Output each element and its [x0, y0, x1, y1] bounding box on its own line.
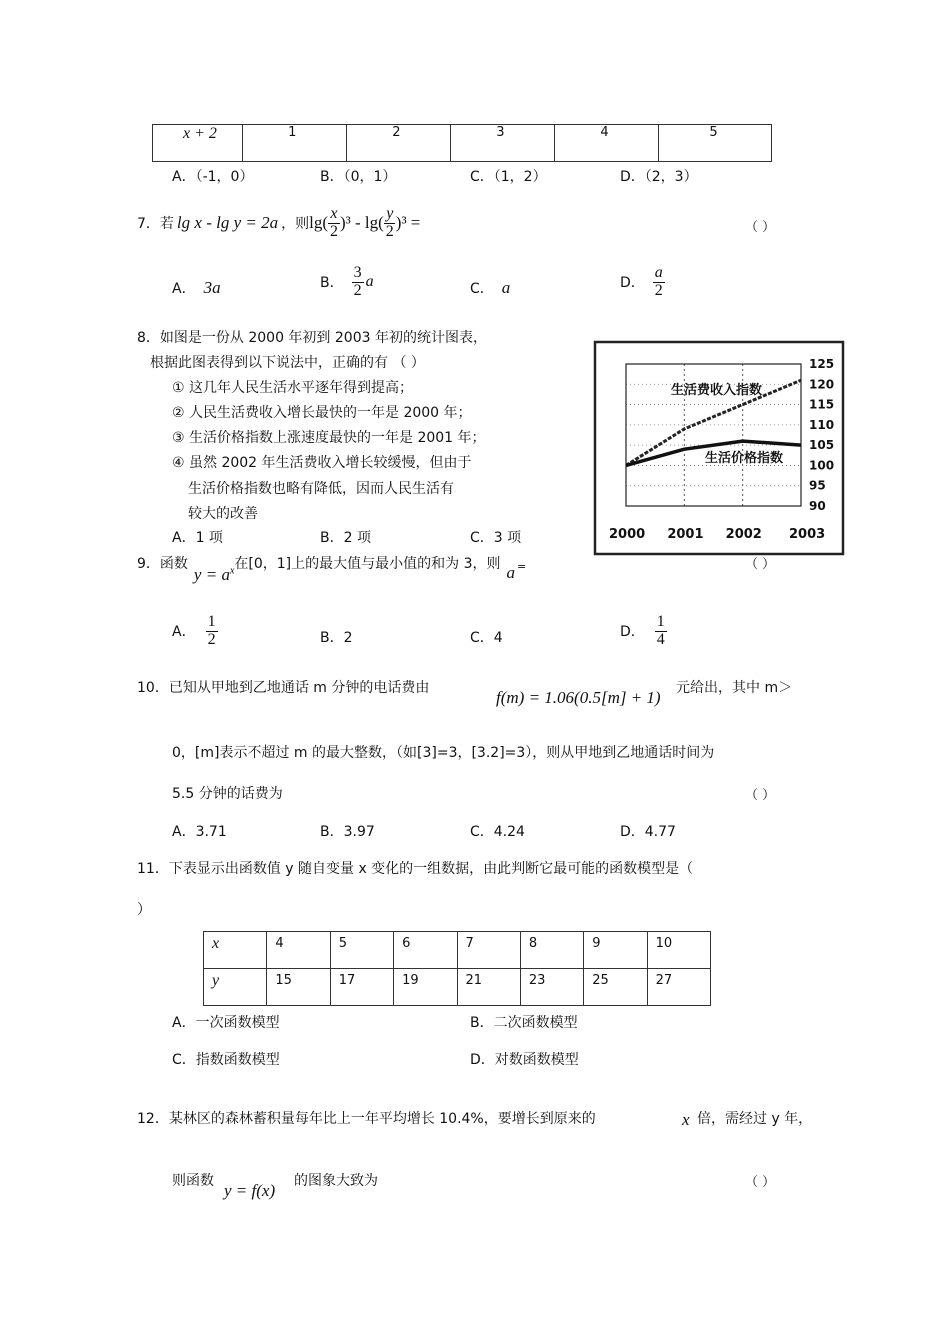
q7-stem	[137, 206, 420, 241]
q6-table	[152, 124, 772, 162]
q9-option-a: A． $\frac{1}{2}$	[172, 613, 216, 648]
q9-stem	[137, 553, 527, 584]
q12-xvar: x	[682, 1110, 690, 1129]
q7-expr-b: )³ - lg(	[339, 213, 384, 233]
q10-option-c: C．4.24	[470, 824, 525, 840]
q6-option-d: D．（2，3）	[620, 169, 698, 185]
q7-text-b: ，则	[281, 216, 310, 233]
q11-cell: 8	[520, 932, 583, 969]
q8-option-a: A．1 项	[172, 530, 223, 546]
q11-cell: 7	[457, 932, 520, 969]
q10-option-b: B．3.97	[320, 824, 375, 840]
q10-formula: f(m) = 1.06(0.5[m] + 1)	[496, 688, 661, 707]
q11-option-c: C．指数函数模型	[172, 1052, 280, 1068]
q11-option-b: B．二次函数模型	[470, 1015, 578, 1031]
q6-cell: 3	[451, 125, 555, 162]
q6-option-a: A．（-1，0）	[172, 169, 254, 185]
q11-cell: 19	[394, 969, 457, 1006]
x-tick-label: 2001	[667, 527, 704, 542]
y-tick-label: 95	[809, 478, 826, 493]
q8-line1: 8．如图是一份从 2000 年初到 2003 年初的统计图表，	[137, 330, 487, 346]
q9-option-d: D． $\frac{1}{4}$	[620, 613, 665, 648]
y-tick-label: 100	[809, 458, 835, 473]
y-tick-label: 90	[809, 499, 826, 513]
q11-line1: 11．下表显示出函数值 y 随自变量 x 变化的一组数据，由此判断它最可能的函数模型是（	[137, 861, 694, 877]
q7-frac-2: $\frac{y}{2}$	[385, 205, 394, 240]
x-tick-label: 2000	[609, 527, 646, 542]
q9-option-b: B．2	[320, 630, 353, 646]
q10-line3: 5.5 分钟的话费为	[172, 786, 283, 802]
q12-line2b: 的图象大致为	[294, 1173, 378, 1189]
series-label-1: 生活费收入指数	[671, 383, 763, 398]
q11-cell: 9	[584, 932, 647, 969]
q8-item: ④ 虽然 2002 年生活费收入增长较缓慢，但由于	[172, 455, 472, 471]
q7-number: 7．	[137, 216, 160, 233]
q8-item: ③ 生活价格指数上涨速度最快的一年是 2001 年；	[172, 430, 486, 446]
q11-cell: 17	[330, 969, 393, 1006]
q11-cell: 4	[267, 932, 330, 969]
q6-cell: 1	[243, 125, 347, 162]
q11-cell: 21	[457, 969, 520, 1006]
q6-cell: 5	[659, 125, 772, 162]
q10-line2: 0，[m]表示不超过 m 的最大整数，（如[3]=3，[3.2]=3），则从甲地到乙地通话时间为	[172, 745, 715, 761]
q9-text: 在[0，1]上的最大值与最小值的和为 3，则	[234, 556, 501, 572]
q8-line2: 根据此图表得到以下说法中，正确的有 （ ）	[150, 355, 425, 371]
q10-option-a: A．3.71	[172, 824, 227, 840]
q7-option-d: D． $\frac{a}{2}$	[620, 264, 663, 299]
q6-cell: 2	[347, 125, 451, 162]
q9-eq: =	[517, 560, 527, 573]
q8-item: ① 这几年人民生活水平逐年得到提高；	[172, 380, 413, 396]
q9-answer-paren: （ ）	[745, 557, 776, 572]
q11-cell: 27	[647, 969, 710, 1006]
q8-line-chart	[593, 334, 853, 558]
q7-frac-1: $\frac{x}{2}$	[329, 205, 338, 240]
y-tick-label: 125	[809, 357, 835, 371]
q8-item: ② 人民生活费收入增长最快的一年是 2000 年；	[172, 405, 472, 421]
q11-cell: 5	[330, 932, 393, 969]
q10-line1b: 元给出，其中 m＞	[676, 680, 793, 696]
q6-cell: 4	[555, 125, 659, 162]
y-tick-label: 110	[809, 417, 835, 432]
q8-item: 较大的改善	[188, 506, 258, 522]
q12-line1a: 12．某林区的森林蓄积量每年比上一年平均增长 10.4%，要增长到原来的	[137, 1111, 596, 1127]
q7-answer-paren: （ ）	[745, 220, 776, 235]
q12-function: y = f(x)	[224, 1181, 276, 1200]
q9-function: $y = a^x$	[193, 565, 235, 584]
q7-condition: lg x - lg y = 2a	[176, 213, 279, 233]
y-tick-label: 115	[809, 397, 835, 412]
q12-answer-paren: （ ）	[745, 1175, 776, 1190]
q10-option-d: D．4.77	[620, 824, 676, 840]
q11-option-d: D．对数函数模型	[470, 1052, 579, 1068]
x-tick-label: 2003	[789, 527, 826, 542]
q7-option-a: A． 3a	[172, 278, 221, 297]
y-tick-label: 105	[809, 438, 835, 453]
q12-line1b: 倍，需经过 y 年，	[697, 1111, 813, 1127]
q9-var: a	[506, 563, 516, 582]
q12-line2a: 则函数	[172, 1173, 214, 1189]
q7-expr-c: )³ =	[395, 213, 421, 233]
q8-option-c: C．3 项	[470, 530, 522, 546]
q6-option-c: C．（1，2）	[470, 169, 547, 185]
q9-option-c: C．4	[470, 630, 503, 646]
q11-table	[203, 931, 711, 1006]
q7-option-b: B． $\frac{3}{2}$ a	[320, 264, 374, 299]
q10-answer-paren: （ ）	[745, 788, 776, 803]
q7-expr-a: lg(	[309, 213, 328, 233]
q10-line1a: 10．已知从甲地到乙地通话 m 分钟的电话费由	[137, 680, 430, 696]
q11-cell: 25	[584, 969, 647, 1006]
q8-item: 生活价格指数也略有降低，因而人民生活有	[188, 481, 454, 497]
q11-cell: 15	[267, 969, 330, 1006]
q11-row-y-label: y	[204, 969, 267, 1006]
q11-cell: 10	[647, 932, 710, 969]
q11-cell: 6	[394, 932, 457, 969]
q11-row-x-label: x	[204, 932, 267, 969]
q6-table-header: x + 2	[153, 125, 243, 162]
series-label-2: 生活价格指数	[705, 451, 784, 466]
q11-cell: 23	[520, 969, 583, 1006]
chart-frame	[595, 342, 843, 554]
q7-option-c: C． a	[470, 278, 511, 297]
q6-option-b: B．（0，1）	[320, 169, 397, 185]
y-tick-label: 120	[809, 377, 835, 392]
x-tick-label: 2002	[725, 527, 762, 542]
q7-text-a: 若	[159, 216, 174, 233]
q11-option-a: A．一次函数模型	[172, 1015, 280, 1031]
q8-option-b: B．2 项	[320, 530, 371, 546]
q9-number: 9．函数	[137, 556, 188, 572]
q11-line2: ）	[137, 902, 151, 918]
